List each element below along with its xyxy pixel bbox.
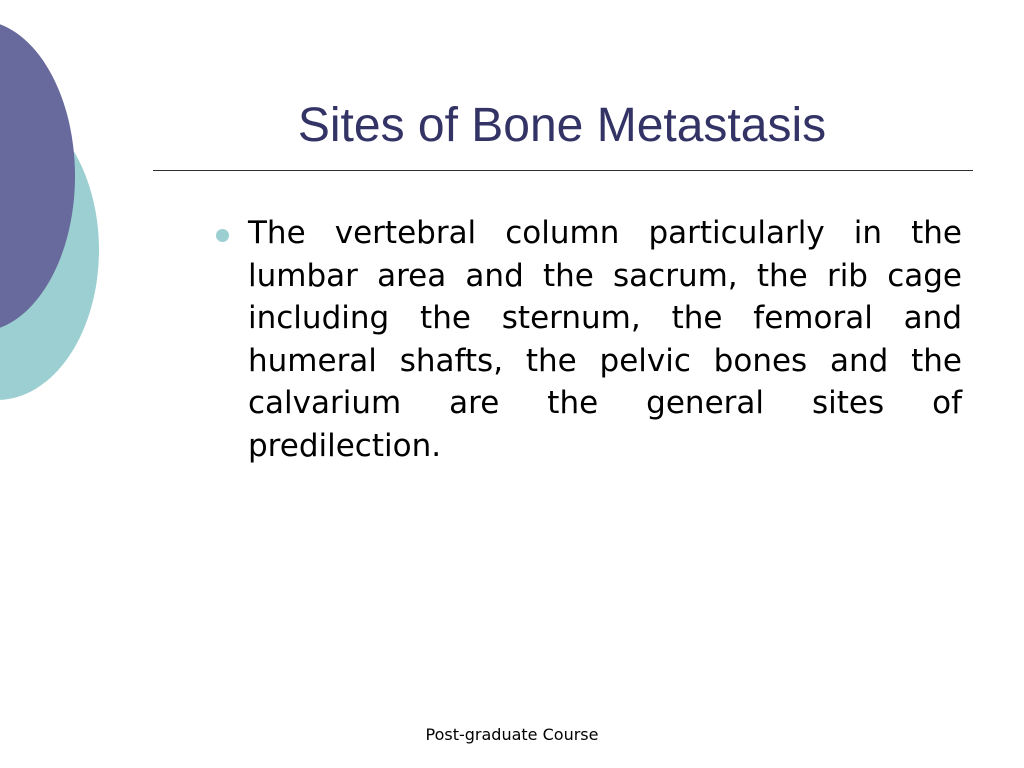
slide-footer: Post-graduate Course: [425, 725, 599, 744]
bullet-list: [216, 212, 962, 468]
title-divider: [153, 170, 973, 171]
bullet-item: [216, 212, 962, 468]
bullet-dot-icon: [216, 229, 229, 242]
slide-title: Sites of Bone Metastasis: [297, 99, 827, 152]
bullet-text: The vertebral column particularly in the lumbar area and the sacrum, the rib cage including the sternum, the femoral and humeral shafts, the pelvic bones and the calvarium are the general sites of predilection.: [248, 215, 962, 464]
